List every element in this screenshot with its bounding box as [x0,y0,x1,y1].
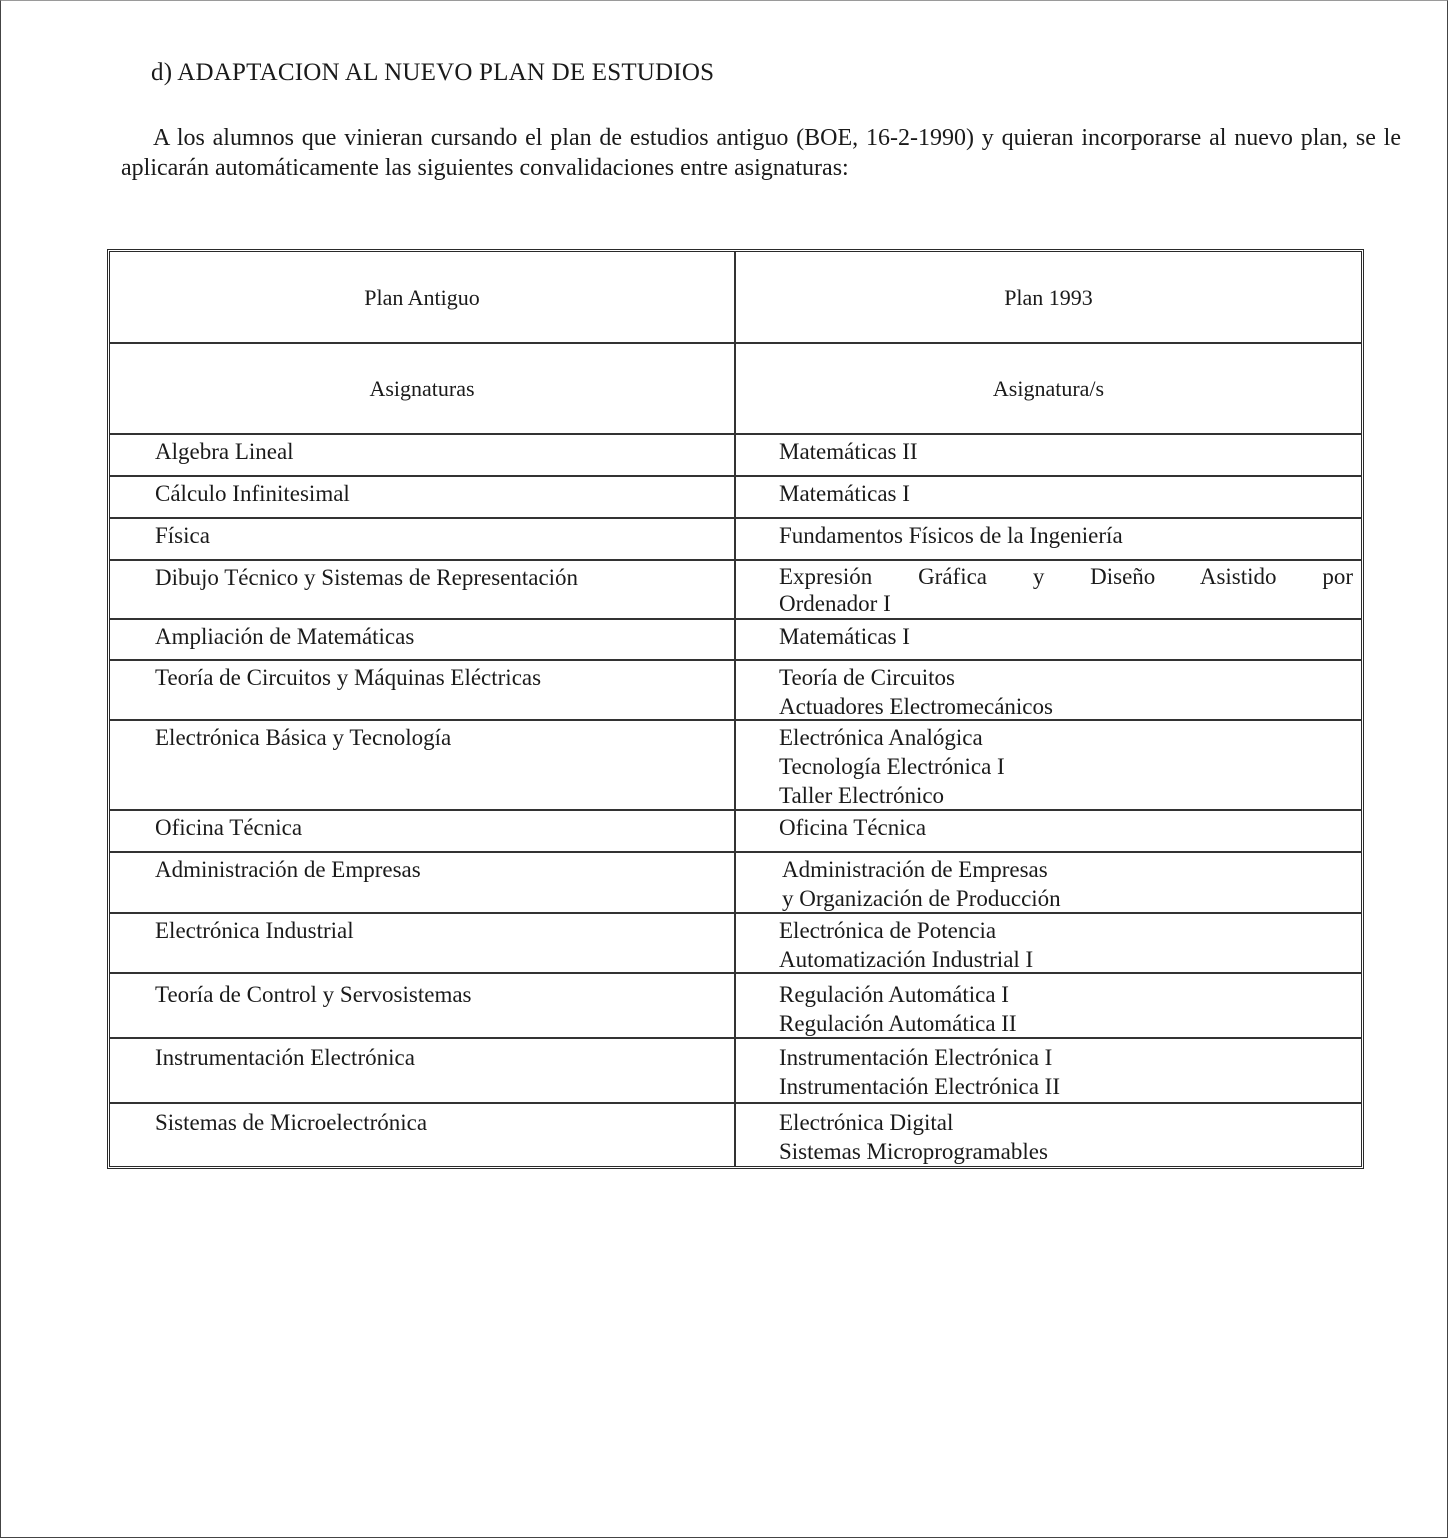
table-row [110,477,1361,519]
new-subject: Matemáticas II [779,439,918,464]
header-plan-1993: Plan 1993 [734,252,1361,342]
table-subheader-row [110,344,1361,435]
table-row [110,721,1361,811]
table-row [110,519,1361,561]
subheader-asignaturas-nuevas: Asignatura/s [734,344,1361,433]
old-subject: Algebra Lineal [155,439,294,464]
table-row [110,1039,1361,1104]
old-subject: Administración de Empresas [155,857,421,882]
table-row [110,435,1361,477]
header-plan-antiguo: Plan Antiguo [364,284,480,310]
table-header-row [110,252,1361,344]
new-subject: Regulación Automática II [779,1011,1017,1036]
new-subject: Actuadores Electromecánicos [779,694,1053,719]
old-subject: Ampliación de Matemáticas [155,624,415,649]
old-subject: Electrónica Industrial [155,918,354,943]
old-subject: Teoría de Circuitos y Máquinas Eléctricas [155,665,542,690]
new-subject: Sistemas Microprogramables [779,1139,1048,1164]
old-subject: Oficina Técnica [155,815,303,840]
new-subject: Taller Electrónico [779,783,945,808]
table-row [110,620,1361,661]
table-row [110,561,1361,620]
table-row [110,1104,1361,1166]
new-subject: Instrumentación Electrónica I [779,1045,1053,1070]
new-subject: Electrónica Analógica [779,725,983,750]
table-row [110,661,1361,721]
table-row [110,811,1361,853]
new-subject: Administración de Empresas [782,857,1048,882]
table-row [110,853,1361,914]
new-subject: Electrónica Digital [779,1110,954,1135]
old-subject: Instrumentación Electrónica [155,1045,415,1070]
new-subject: Matemáticas I [779,481,910,506]
new-subject: Automatización Industrial I [779,947,1034,972]
old-subject: Dibujo Técnico y Sistemas de Representación [155,565,579,590]
new-subject: Matemáticas I [779,624,910,649]
table-row [110,974,1361,1039]
old-subject: Física [155,523,210,548]
table-row [110,914,1361,974]
old-subject: Electrónica Básica y Tecnología [155,725,452,750]
new-subject: Fundamentos Físicos de la Ingeniería [779,523,1123,548]
new-subject: Expresión Gráfica y Diseño Asistido por [779,564,1353,589]
new-subject: Ordenador I [779,591,891,616]
new-subject: Teoría de Circuitos [779,665,955,690]
section-heading: d) ADAPTACION AL NUEVO PLAN DE ESTUDIOS [151,59,715,86]
new-subject: Tecnología Electrónica I [779,754,1005,779]
new-subject: Oficina Técnica [779,815,927,840]
intro-paragraph: A los alumnos que vinieran cursando el plan de estudios antiguo (BOE, 16-2-1990) y quieran incorporarse al nuevo plan, se le aplicarán automáticamente las siguientes convalidaciones entre asignaturas: [121,125,1401,181]
old-subject: Sistemas de Microelectrónica [155,1110,428,1135]
new-subject: Instrumentación Electrónica II [779,1074,1060,1099]
old-subject: Teoría de Control y Servosistemas [155,982,472,1007]
new-subject: Electrónica de Potencia [779,918,997,943]
convalidation-table [107,249,1364,1169]
new-subject: Regulación Automática I [779,982,1009,1007]
new-subject: y Organización de Producción [782,886,1061,911]
old-subject: Cálculo Infinitesimal [155,481,350,506]
subheader-asignaturas: Asignaturas [369,376,475,401]
